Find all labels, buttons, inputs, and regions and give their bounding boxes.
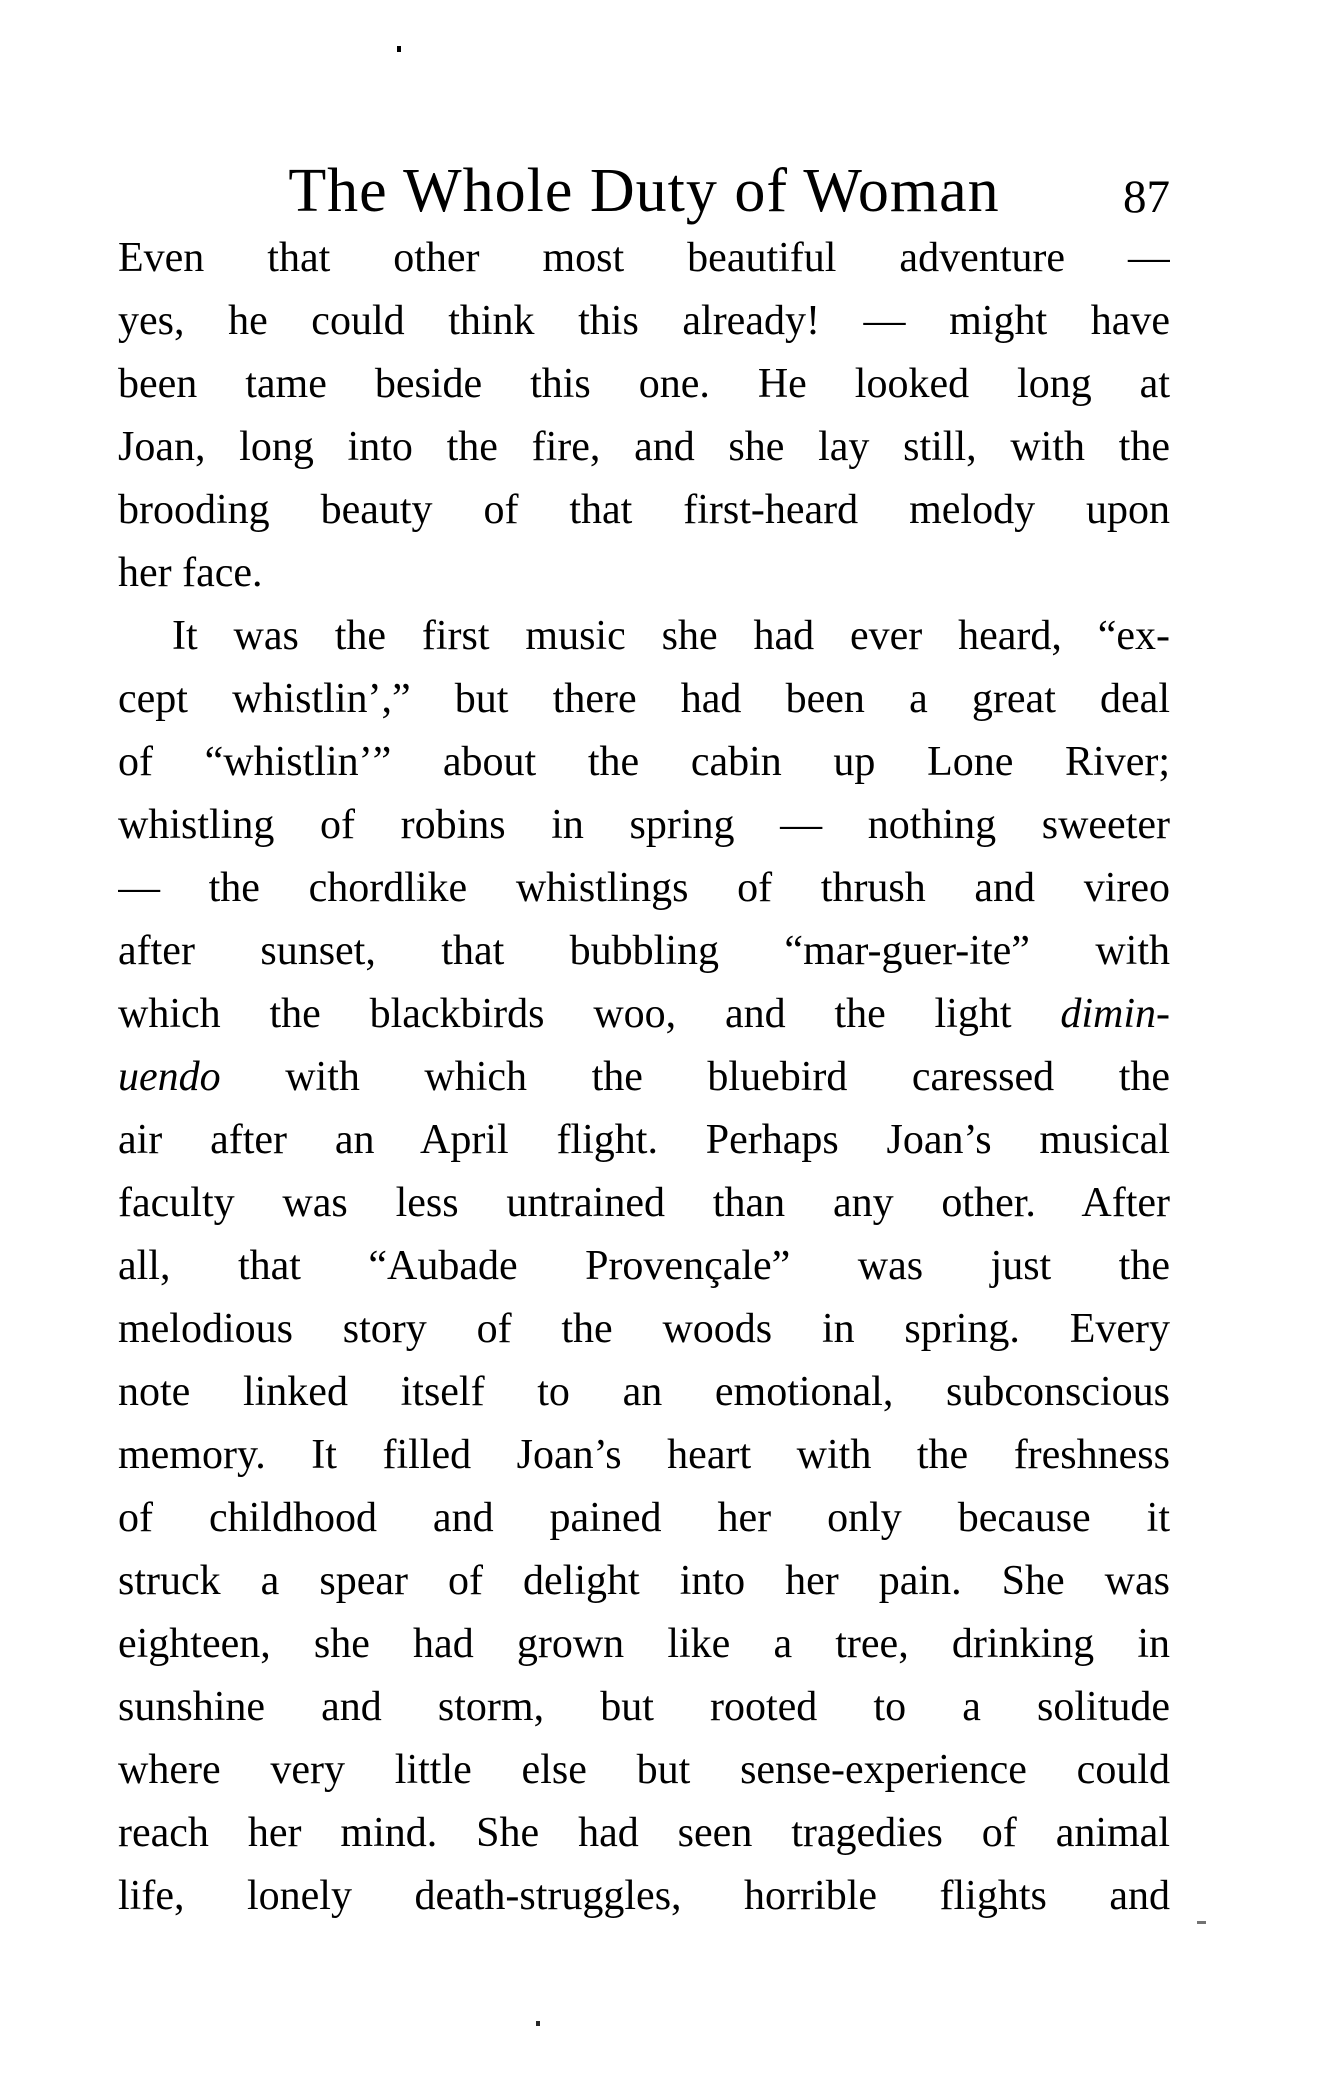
text-segment: It was the first music she had ever heard, “ex- [172, 613, 1170, 659]
text-segment: all, that “Aubade Provençale” was just the [118, 1243, 1170, 1289]
text-segment: Even that other most beautiful adventure — [118, 235, 1170, 281]
text-line [118, 1172, 1170, 1235]
text-line [118, 1739, 1170, 1802]
text-line [118, 227, 1170, 290]
scan-artifact-dot [536, 2021, 540, 2026]
text-line [118, 1046, 1170, 1109]
text-line [118, 857, 1170, 920]
text-segment: which the blackbirds woo, and the light [118, 991, 1061, 1037]
text-segment: memory. It filled Joan’s heart with the freshness [118, 1432, 1170, 1478]
text-line [118, 668, 1170, 731]
text-line [118, 1109, 1170, 1172]
scan-artifact-dash [1197, 1921, 1206, 1924]
italic-text-segment: dimin- [1060, 991, 1170, 1037]
text-block [118, 227, 1170, 1928]
text-line [118, 794, 1170, 857]
text-line [118, 542, 1170, 605]
text-line [118, 353, 1170, 416]
text-line [118, 1361, 1170, 1424]
text-segment: of “whistlin’” about the cabin up Lone River; [118, 739, 1170, 785]
text-segment: of childhood and pained her only because it [118, 1495, 1170, 1541]
page-title: The Whole Duty of Woman [288, 157, 1000, 225]
text-line [118, 920, 1170, 983]
text-line [118, 983, 1170, 1046]
page-number: 87 [1123, 171, 1170, 223]
text-line [118, 1676, 1170, 1739]
text-segment: struck a spear of delight into her pain. She was [118, 1558, 1170, 1604]
text-segment: Joan, long into the fire, and she lay still, with the [118, 424, 1170, 470]
text-line [118, 1298, 1170, 1361]
text-line [118, 731, 1170, 794]
italic-text-segment: uendo [118, 1054, 221, 1100]
text-segment: melodious story of the woods in spring. Every [118, 1306, 1170, 1352]
text-segment: with which the bluebird caressed the [220, 1054, 1170, 1100]
text-segment: whistling of robins in spring — nothing sweeter [118, 802, 1170, 848]
text-segment: — the chordlike whistlings of thrush and vireo [118, 865, 1170, 911]
text-segment: life, lonely death-struggles, horrible flights and [118, 1873, 1170, 1919]
text-segment: reach her mind. She had seen tragedies of animal [118, 1810, 1170, 1856]
text-segment: after sunset, that bubbling “mar-guer-ite” with [118, 928, 1170, 974]
text-segment: been tame beside this one. He looked long at [118, 361, 1170, 407]
text-segment: air after an April flight. Perhaps Joan’s musical [118, 1117, 1170, 1163]
page-header [118, 157, 1170, 226]
text-line [118, 1550, 1170, 1613]
text-line [118, 1487, 1170, 1550]
text-line [118, 290, 1170, 353]
text-line [118, 605, 1170, 668]
text-segment: sunshine and storm, but rooted to a solitude [118, 1684, 1170, 1730]
text-line [118, 1424, 1170, 1487]
text-line [118, 416, 1170, 479]
text-segment: brooding beauty of that first-heard melody upon [118, 487, 1170, 533]
text-line [118, 1865, 1170, 1928]
text-line [118, 479, 1170, 542]
text-segment: where very little else but sense-experience could [118, 1747, 1170, 1793]
text-segment: faculty was less untrained than any other. After [118, 1180, 1170, 1226]
text-line [118, 1802, 1170, 1865]
text-segment: note linked itself to an emotional, subconscious [118, 1369, 1170, 1415]
text-segment: eighteen, she had grown like a tree, drinking in [118, 1621, 1170, 1667]
text-segment: cept whistlin’,” but there had been a great deal [118, 676, 1170, 722]
text-segment: yes, he could think this already! — might have [118, 298, 1170, 344]
text-line [118, 1235, 1170, 1298]
text-segment: her face. [118, 550, 263, 596]
scan-artifact-dot [397, 46, 401, 52]
text-line [118, 1613, 1170, 1676]
